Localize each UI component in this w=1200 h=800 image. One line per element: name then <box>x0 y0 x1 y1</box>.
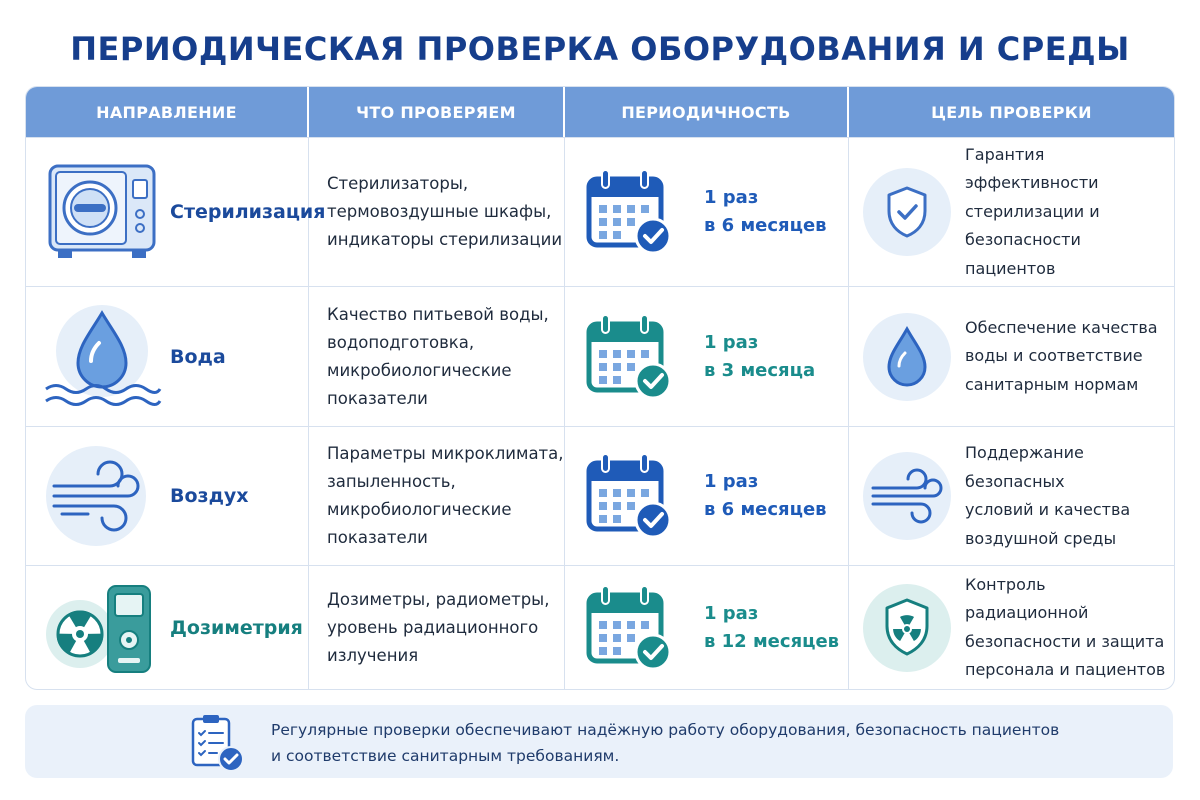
direction-cell <box>26 138 326 286</box>
frequency-cell <box>565 427 849 565</box>
frequency-text: 1 раз в 3 месяца <box>704 331 816 381</box>
column-header-frequency: ПЕРИОДИЧНОСТЬ <box>565 87 849 137</box>
page-title: ПЕРИОДИЧЕСКАЯ ПРОВЕРКА ОБОРУДОВАНИЯ И СРЕДЫ <box>70 30 1130 68</box>
goal-cell <box>849 138 1174 286</box>
calendar-check-icon <box>585 167 675 257</box>
what-text: Дозиметры, радиометры, уровень радиационного излучения <box>327 589 550 665</box>
direction-label: Воздух <box>170 485 249 507</box>
table-header <box>26 87 1174 137</box>
table-row-sterilization <box>26 137 1174 286</box>
direction-label: Вода <box>170 345 226 368</box>
goal-cell <box>849 566 1174 689</box>
calendar-check-icon <box>585 312 675 402</box>
table-row-water <box>26 286 1174 426</box>
goal-text: Гарантия эффективности стерилизации и безопасности пациентов <box>965 144 1100 278</box>
frequency-cell <box>565 138 849 286</box>
frequency-text: 1 раз в 12 месяцев <box>704 602 840 652</box>
column-header-what: ЧТО ПРОВЕРЯЕМ <box>309 87 565 137</box>
direction-cell <box>26 287 309 426</box>
radiation-shield-icon <box>863 584 951 672</box>
water-drop-icon <box>863 313 951 401</box>
direction-cell <box>26 427 309 565</box>
what-cell <box>309 566 565 689</box>
what-cell <box>309 138 565 286</box>
calendar-check-icon <box>585 583 675 673</box>
table-row-air <box>26 426 1174 565</box>
direction-label: Дозиметрия <box>170 616 303 639</box>
clipboard-check-icon <box>187 713 247 773</box>
what-cell <box>309 427 565 565</box>
table-row-dosimetry <box>26 565 1174 689</box>
goal-cell <box>849 427 1174 565</box>
frequency-cell <box>565 566 849 689</box>
radiation-dosimeter-icon <box>44 580 156 676</box>
sterilizer-icon <box>44 164 162 260</box>
frequency-text: 1 раз в 6 месяцев <box>704 187 827 236</box>
frequency-text: 1 раз в 6 месяцев <box>704 471 827 520</box>
water-drop-icon <box>44 305 162 409</box>
goal-text: Контроль радиационной безопасности и защита персонала и пациентов <box>965 574 1166 679</box>
goal-text: Обеспечение качества воды и соответствие санитарным нормам <box>965 317 1158 394</box>
shield-check-icon <box>863 168 951 256</box>
what-text: Параметры микроклимата, запыленность, микробиологические показатели <box>327 444 564 547</box>
inspection-table <box>25 86 1175 690</box>
goal-cell <box>849 287 1174 426</box>
footer-line: и соответствие санитарным требованиям. <box>271 747 620 765</box>
what-cell <box>309 287 565 426</box>
column-header-goal: ЦЕЛЬ ПРОВЕРКИ <box>931 102 1092 122</box>
wind-icon <box>44 444 148 548</box>
footer-note <box>25 705 1173 778</box>
frequency-cell <box>565 287 849 426</box>
what-text: Качество питьевой воды, водоподготовка, микробиологические показатели <box>327 304 549 408</box>
column-header-direction: НАПРАВЛЕНИЕ <box>26 87 309 137</box>
direction-cell <box>26 566 309 689</box>
footer-line: Регулярные проверки обеспечивают надёжную работу оборудования, безопасность пациентов <box>271 721 1060 739</box>
what-text: Стерилизаторы, термовоздушные шкафы, индикаторы стерилизации <box>327 174 563 249</box>
goal-text: Поддержание безопасных условий и качества воздушной среды <box>965 443 1131 548</box>
footer-text <box>271 717 1059 769</box>
wind-icon <box>863 452 951 540</box>
calendar-check-icon <box>585 451 675 541</box>
direction-label: Стерилизация <box>170 201 326 223</box>
